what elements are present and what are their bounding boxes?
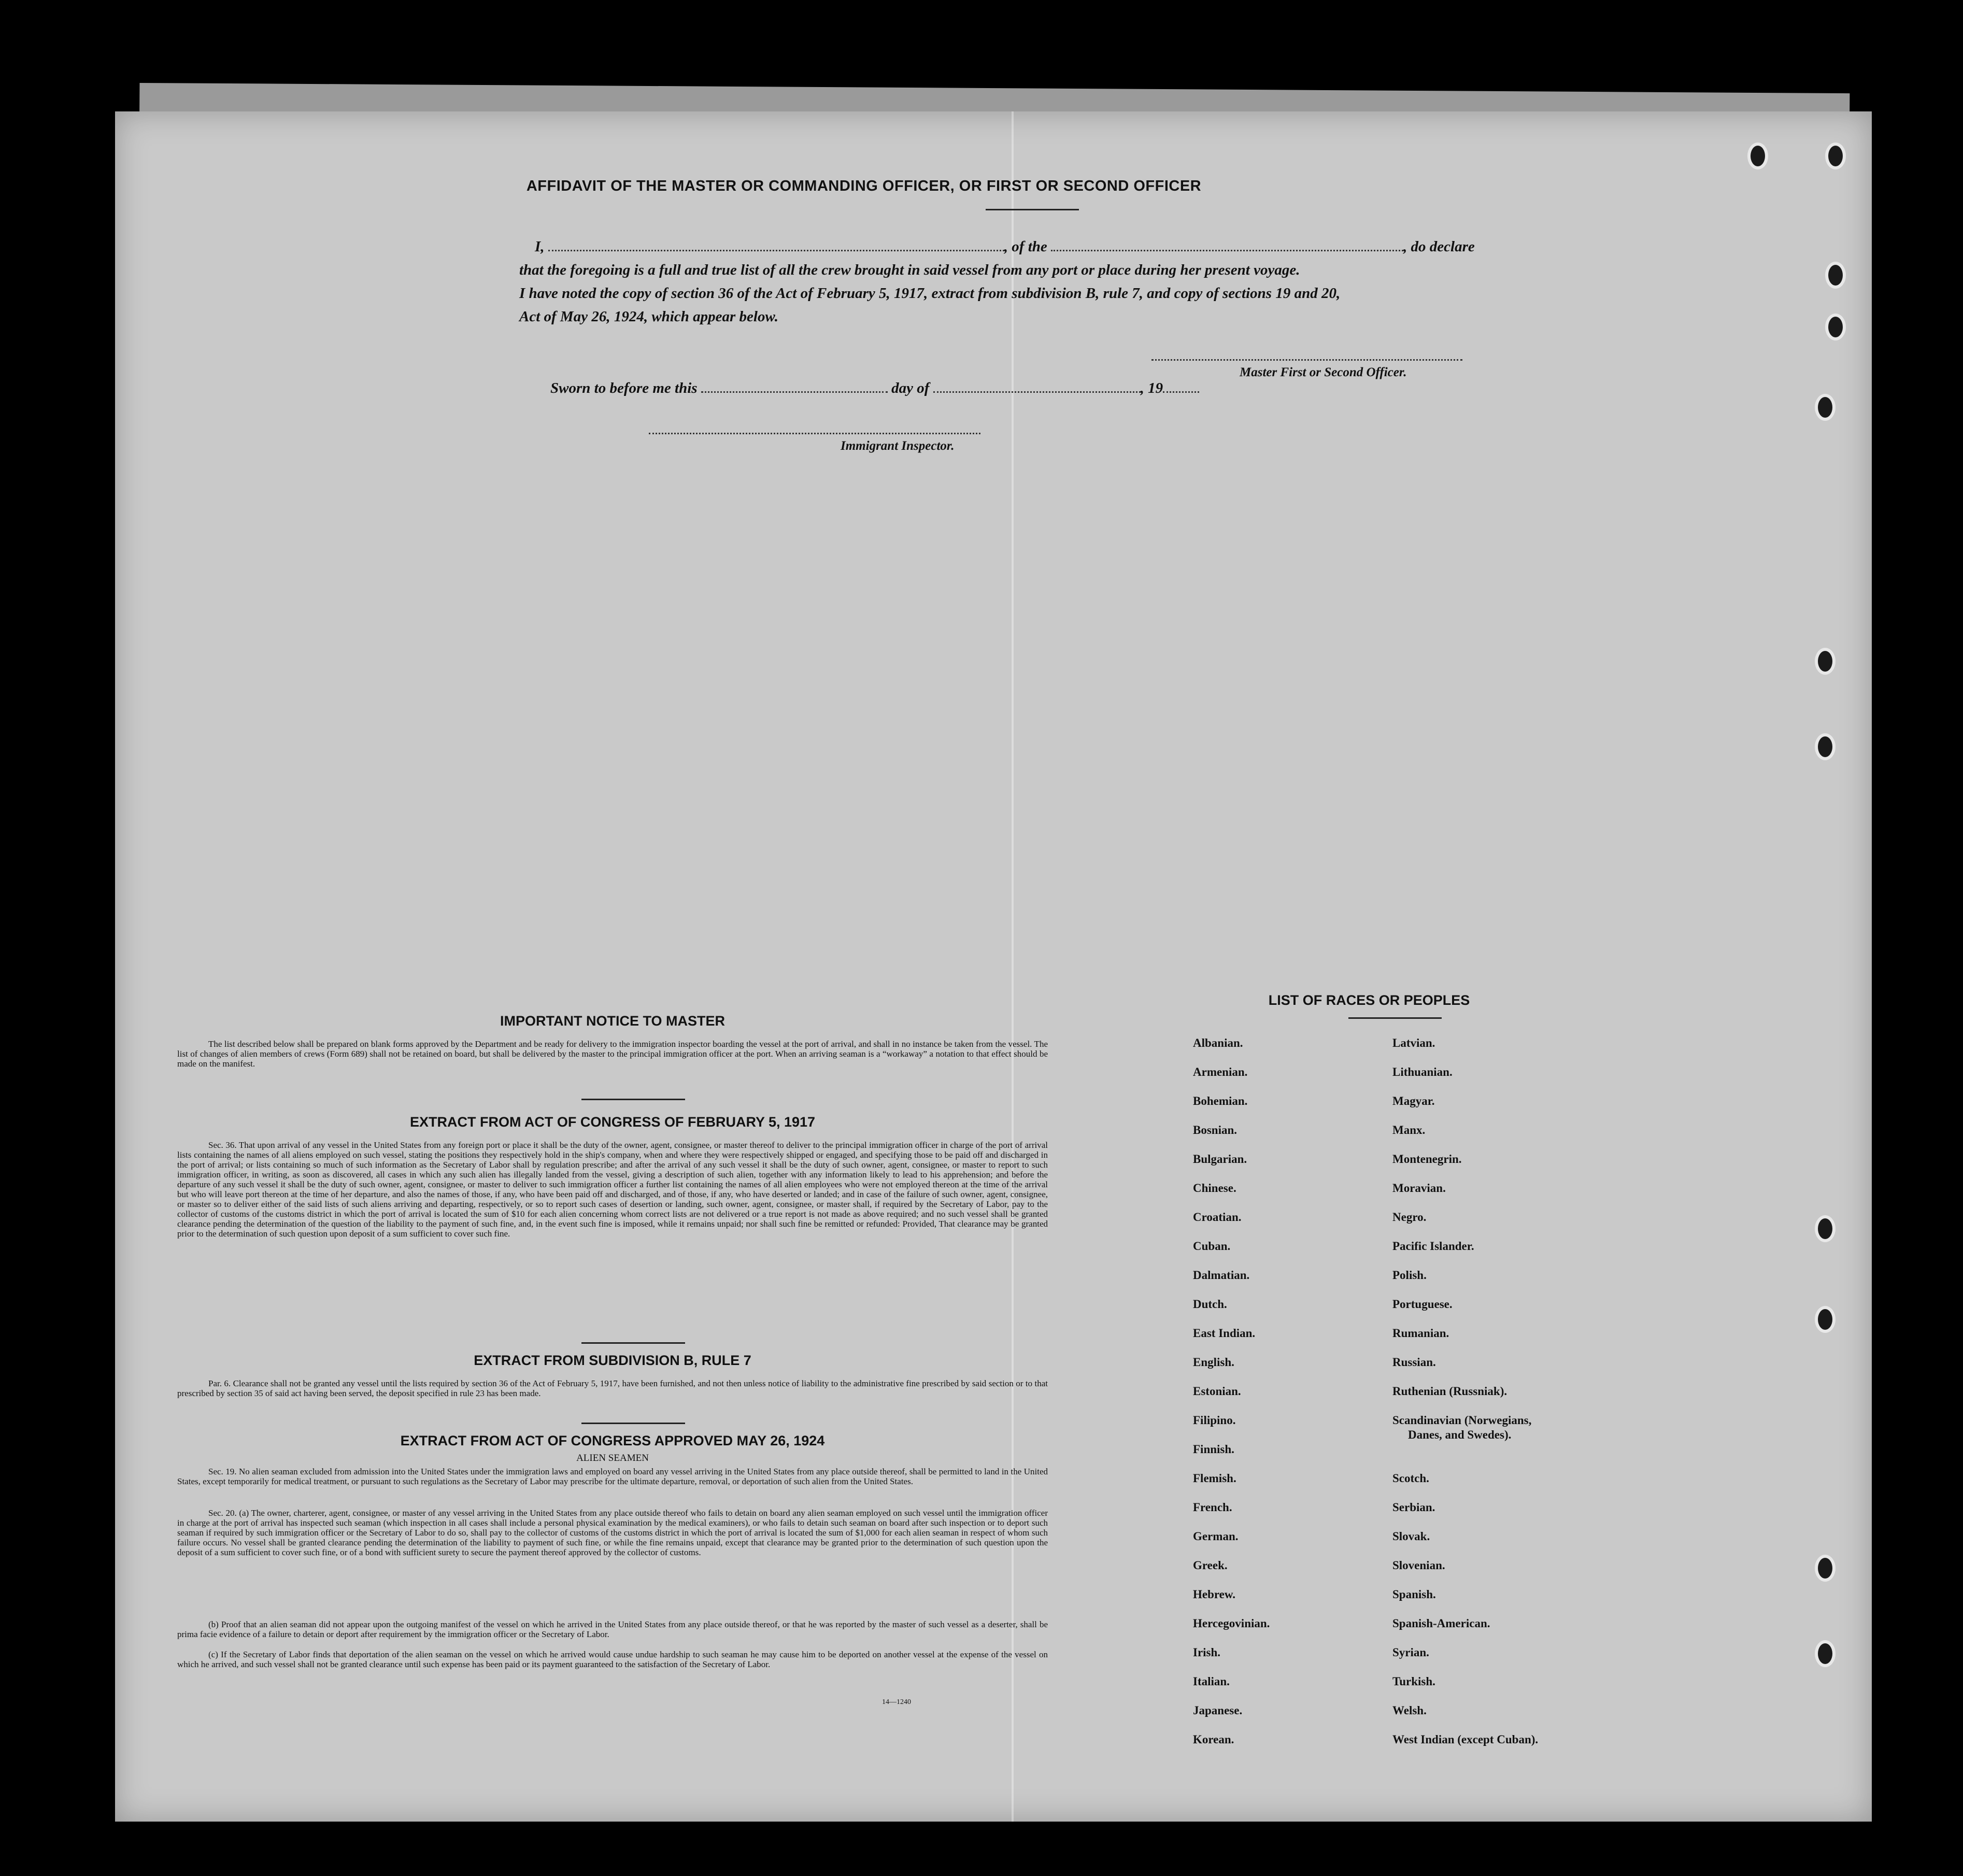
- race-item: Syrian.: [1392, 1646, 1429, 1659]
- race-item: Welsh.: [1392, 1704, 1427, 1717]
- punch-hole: [1815, 1215, 1836, 1242]
- race-item: Moravian.: [1392, 1182, 1446, 1195]
- race-item: Finnish.: [1193, 1443, 1234, 1456]
- race-item: Slovenian.: [1392, 1559, 1445, 1572]
- race-item: Bosnian.: [1193, 1124, 1237, 1136]
- act1917-body: Sec. 36. That upon arrival of any vessel in the United States from any foreign port or place it shall be the duty of the owner, agent, consignee, or master thereof to deliver to the principal immigration officer in charge of the port of arrival lists containing the names of all aliens employed on such vessel, stating the positions they respectively hold in the ship's company, when and where they were respectively shipped or engaged, and specifying those to be paid off and discharged in the port of arrival; or lists containing so much of such information as the Secretary of Labor shall by regulation prescribe; and after the arrival of any such vessel it shall be the duty of such owner, agent, consignee, or master to report to such immigration officer, in writing, as soon as discovered, all cases in which any such alien has illegally landed from the vessel, giving a description of such alien, together with any information likely to lead to his apprehension; and before the departure of any such vessel it shall be the duty of such owner, agent, consignee, or master to deliver to such immigration officer a further list containing the names of all alien employees who were not employed thereon at the time of the arrival but who will leave port thereon at the time of her departure, and also the names of those, if any, who have been paid off and discharged, and of those, if any, who have deserted or landed; and in case of the failure of such owner, agent, consignee, or master so to deliver either of the said lists of such aliens arriving and departing, respectively, or so to report such cases of desertion or landing, such owner, agent, consignee, or master shall, if required by the Secretary of Labor, pay to the collector of customs of the customs district in which the port of arrival is located the sum of $10 for each alien concerning whom correct lists are not delivered or a true report is not made as above required; and no such vessel shall be granted clearance pending the determination of the question of the liability to the payment of such fine, and, in the event such fine is imposed, while it remains unpaid; nor shall such fine be remitted or refunded: Provided, That clearance may be granted prior to the determination of such question upon deposit of a sum sufficient to cover such fine.: [177, 1140, 1048, 1239]
- punch-hole: [1815, 1555, 1836, 1582]
- race-item: Cuban.: [1193, 1240, 1231, 1253]
- master-signature-line[interactable]: [1151, 359, 1462, 361]
- punch-hole: [1815, 394, 1836, 421]
- affidavit-line-2: that the foregoing is a full and true list of all the crew brought in said vessel from any port or place during her present voyage.: [519, 262, 1300, 278]
- race-item: Hebrew.: [1193, 1588, 1235, 1601]
- punch-hole: [1815, 648, 1836, 675]
- sec20c-body: (c) If the Secretary of Labor finds that deportation of the alien seaman on the vessel on which he arrived would cause undue hardship to such seaman he may cause him to be deported on another vessel at the expense of the vessel on which he arrived, and such vessel shall not be granted clearance until such expense has been paid or its payment guaranteed to the satisfaction of the Secretary of Labor.: [177, 1650, 1048, 1669]
- race-item: Dalmatian.: [1193, 1269, 1250, 1282]
- race-item: Bulgarian.: [1193, 1153, 1247, 1166]
- punch-hole: [1825, 143, 1846, 169]
- section-rule: [581, 1342, 685, 1344]
- day-of-text: day of: [891, 380, 930, 396]
- race-item: German.: [1193, 1530, 1239, 1543]
- race-item: Hercegovinian.: [1193, 1617, 1270, 1630]
- punch-hole: [1825, 262, 1846, 289]
- inspector-label: Immigrant Inspector.: [841, 439, 955, 453]
- race-item: Negro.: [1392, 1211, 1427, 1224]
- race-item: Rumanian.: [1392, 1327, 1449, 1340]
- race-item: Pacific Islander.: [1392, 1240, 1474, 1253]
- races-right-column: [1392, 1036, 1538, 1762]
- title-rule: [986, 209, 1079, 210]
- race-item: Albanian.: [1193, 1036, 1243, 1049]
- sworn-month-blank[interactable]: [933, 380, 1141, 393]
- affidavit-do-declare: , do declare: [1403, 238, 1475, 255]
- act1924-subtitle: ALIEN SEAMEN: [576, 1453, 649, 1463]
- form-number: 14—1240: [882, 1698, 911, 1706]
- sworn-line: [550, 380, 1379, 397]
- races-title-rule: [1348, 1017, 1442, 1019]
- name-blank[interactable]: [548, 238, 1004, 251]
- vessel-blank[interactable]: [1051, 238, 1403, 251]
- sec19-body: Sec. 19. No alien seaman excluded from admission into the United States under the immigration laws and employed on board any vessel arriving in the United States from any place outside thereof, shall be permitted to land in the United States, except temporarily for medical treatment, or pursuant to such regulations as the Secretary of Labor may prescribe for the ultimate departure, removal, or deportation of such alien from the United States.: [177, 1467, 1048, 1486]
- affidavit-line-1: [535, 238, 1597, 255]
- races-title: LIST OF RACES OR PEOPLES: [1268, 992, 1470, 1008]
- race-item: Latvian.: [1392, 1036, 1435, 1049]
- race-item: Italian.: [1193, 1675, 1230, 1688]
- notice-body: The list described below shall be prepared on blank forms approved by the Department and be ready for delivery to the immigration inspector boarding the vessel at the port of arrival, and shall in no instance be taken from the vessel. The list of changes of alien members of crews (Form 689) shall not be retained on board, but shall be delivered by the master to the principal immigration officer at the port. When an arriving seaman is a “workaway” a notation to that effect should be made on the manifest.: [177, 1039, 1048, 1069]
- affidavit-of-the: , of the: [1004, 238, 1047, 255]
- race-item: Scandinavian (Norwegians,: [1392, 1414, 1532, 1427]
- race-item: Serbian.: [1392, 1501, 1435, 1514]
- race-item: Dutch.: [1193, 1298, 1227, 1311]
- race-item: Turkish.: [1392, 1675, 1435, 1688]
- affidavit-line-3: I have noted the copy of section 36 of the Act of February 5, 1917, extract from subdivision B, rule 7, and copy of sections 19 and 20,: [519, 285, 1341, 302]
- sworn-day-blank[interactable]: [701, 380, 888, 393]
- races-left-column: [1193, 1036, 1270, 1762]
- sec20b-body: (b) Proof that an alien seaman did not appear upon the outgoing manifest of the vessel on which he arrived in the United States from any place outside thereof, or that he was reported by the master of such vessel as a deserter, shall be prima facie evidence of a failure to detain or deport after requirement by the immigration officer or the Secretary of Labor.: [177, 1619, 1048, 1639]
- race-item: Irish.: [1193, 1646, 1221, 1659]
- act1917-title: EXTRACT FROM ACT OF CONGRESS OF FEBRUARY 5, 1917: [409, 1114, 816, 1130]
- affidavit-line-4: Act of May 26, 1924, which appear below.: [519, 308, 778, 325]
- year-blank[interactable]: [1163, 380, 1199, 393]
- race-item: Lithuanian.: [1392, 1065, 1453, 1078]
- page-fold: [1012, 111, 1014, 1822]
- inspector-signature-line[interactable]: [649, 433, 980, 434]
- affidavit-i: I,: [535, 238, 545, 255]
- race-item: Slovak.: [1392, 1530, 1430, 1543]
- rule7-title: EXTRACT FROM SUBDIVISION B, RULE 7: [474, 1353, 751, 1368]
- act1924-title: EXTRACT FROM ACT OF CONGRESS APPROVED MAY 26, 1924: [400, 1433, 825, 1448]
- race-item: Danes, and Swedes).: [1408, 1428, 1512, 1441]
- year-text: , 19: [1140, 380, 1163, 396]
- race-item: Armenian.: [1193, 1065, 1248, 1078]
- manifest-page: [115, 111, 1872, 1822]
- punch-hole: [1815, 733, 1836, 760]
- sec20a-body: Sec. 20. (a) The owner, charterer, agent, consignee, or master of any vessel arriving in the United States from any place outside thereof who fails to detain on board any alien seaman employed on such vessel until the immigration officer in charge at the port of arrival has inspected such seaman (which inspection in all cases shall include a personal physical examination by the medical examiners), or who fails to detain such seaman on board after such inspection or to deport such seaman if required by such immigration officer or the Secretary of Labor to do so, shall pay to the collector of customs of the customs district in which the port of arrival is located the sum of $1,000 for each alien seaman in respect of whom such failure occurs. No vessel shall be granted clearance pending the determination of the liability to payment of such fine, or while the fine remains unpaid, except that clearance may be granted prior to the determination of such question upon the deposit of a sum sufficient to cover such fine, or of a bond with sufficient surety to secure the payment thereof approved by the collector of customs.: [177, 1508, 1048, 1557]
- race-item: Ruthenian (Russniak).: [1392, 1385, 1507, 1398]
- race-item: East Indian.: [1193, 1327, 1256, 1340]
- race-item: Spanish.: [1392, 1588, 1436, 1601]
- race-item: Japanese.: [1193, 1704, 1243, 1717]
- notice-title: IMPORTANT NOTICE TO MASTER: [500, 1013, 725, 1029]
- punch-hole: [1825, 314, 1846, 340]
- race-item: English.: [1193, 1356, 1234, 1369]
- race-item: Korean.: [1193, 1733, 1234, 1746]
- punch-hole: [1747, 143, 1768, 169]
- race-item: Montenegrin.: [1392, 1153, 1462, 1166]
- race-item: Chinese.: [1193, 1182, 1236, 1195]
- race-item: Manx.: [1392, 1124, 1426, 1136]
- race-item: Estonian.: [1193, 1385, 1241, 1398]
- sworn-text: Sworn to before me this: [550, 380, 698, 396]
- race-item: Russian.: [1392, 1356, 1436, 1369]
- race-item: Portuguese.: [1392, 1298, 1453, 1311]
- race-item: Filipino.: [1193, 1414, 1236, 1427]
- punch-hole: [1815, 1640, 1836, 1667]
- section-rule: [581, 1423, 685, 1424]
- master-label: Master First or Second Officer.: [1240, 365, 1407, 379]
- race-item: Magyar.: [1392, 1095, 1435, 1107]
- race-item: Polish.: [1392, 1269, 1427, 1282]
- race-item: Flemish.: [1193, 1472, 1236, 1485]
- rule7-body: Par. 6. Clearance shall not be granted any vessel until the lists required by section 36 of the Act of February 5, 1917, have been furnished, and not then unless notice of liability to the administrative fine prescribed by said section or to that prescribed by section 35 of said act having been served, the deposit specified in rule 23 has been made.: [177, 1378, 1048, 1398]
- race-item: Greek.: [1193, 1559, 1228, 1572]
- race-item: West Indian (except Cuban).: [1392, 1733, 1539, 1746]
- affidavit-title: AFFIDAVIT OF THE MASTER OR COMMANDING OFFICER, OR FIRST OR SECOND OFFICER: [526, 178, 1202, 194]
- race-item: Scotch.: [1392, 1472, 1429, 1485]
- race-item: French.: [1193, 1501, 1232, 1514]
- section-rule: [581, 1099, 685, 1100]
- punch-hole: [1815, 1306, 1836, 1333]
- race-item: Croatian.: [1193, 1211, 1242, 1224]
- race-item: Bohemian.: [1193, 1095, 1248, 1107]
- race-item: Spanish-American.: [1392, 1617, 1490, 1630]
